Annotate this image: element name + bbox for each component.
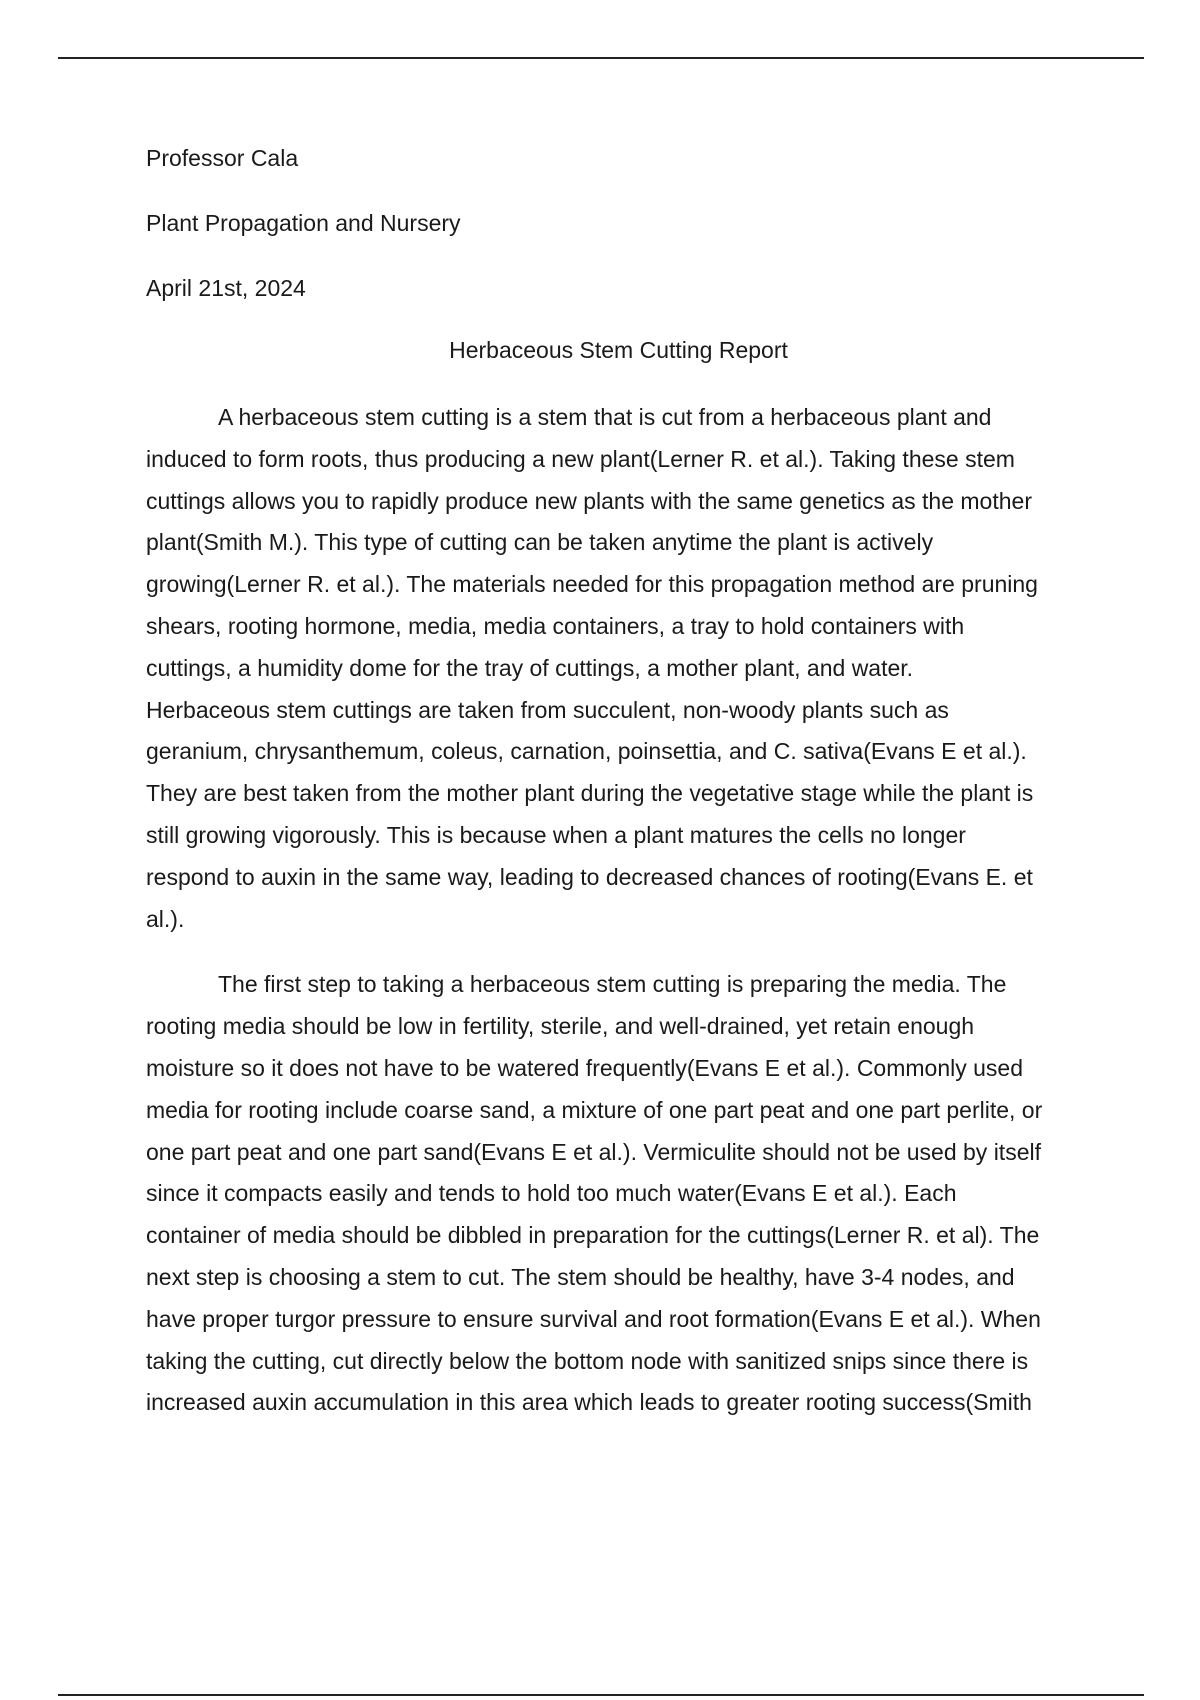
professor-name: Professor Cala [146,145,299,171]
paragraph-line: induced to form roots, thus producing a new plant(Lerner R. et al.). Taking these stem [146,445,1015,472]
paragraph-line: Herbaceous stem cuttings are taken from succulent, non-woody plants such as [146,696,949,723]
paragraph-line: have proper turgor pressure to ensure survival and root formation(Evans E et al.). When [146,1305,1041,1332]
course-name: Plant Propagation and Nursery [146,210,461,236]
paragraph-line: geranium, chrysanthemum, coleus, carnation, poinsettia, and C. sativa(Evans E et al.). [146,738,1027,765]
paragraph-line: growing(Lerner R. et al.). The materials needed for this propagation method are pruning [146,571,1038,598]
paragraph-line: container of media should be dibbled in preparation for the cuttings(Lerner R. et al). The [146,1222,1040,1249]
paragraph-line: The first step to taking a herbaceous stem cutting is preparing the media. The [218,971,1007,998]
paragraph-line: next step is choosing a stem to cut. The stem should be healthy, have 3-4 nodes, and [146,1263,1015,1290]
paragraph-line: respond to auxin in the same way, leading to decreased chances of rooting(Evans E. et [146,863,1033,890]
paragraph-line: since it compacts easily and tends to hold too much water(Evans E et al.). Each [146,1180,957,1207]
report-title: Herbaceous Stem Cutting Report [449,337,788,363]
paragraph-line: taking the cutting, cut directly below the bottom node with sanitized snips since there is [146,1347,1029,1374]
paragraph-1 [146,397,1091,940]
top-rule [58,57,1144,59]
paragraph-line: cuttings allows you to rapidly produce new plants with the same genetics as the mother [146,487,1032,514]
paragraph-line: A herbaceous stem cutting is a stem that is cut from a herbaceous plant and [218,404,992,430]
paragraph-line: rooting media should be low in fertility, sterile, and well-drained, yet retain enough [146,1013,975,1040]
paragraph-line: increased auxin accumulation in this area which leads to greater rooting success(Smith [146,1389,1032,1416]
paragraph-line: cuttings, a humidity dome for the tray of cuttings, a mother plant, and water. [146,654,914,681]
paragraph-line: al.). [146,905,185,932]
report-date: April 21st, 2024 [146,275,306,301]
paragraph-line: They are best taken from the mother plant during the vegetative stage while the plant is [146,780,1034,807]
paragraph-2 [146,964,1091,1424]
paragraph-line: plant(Smith M.). This type of cutting can be taken anytime the plant is actively [146,529,934,556]
paragraph-line: media for rooting include coarse sand, a mixture of one part peat and one part perlite, or [146,1096,1043,1123]
bottom-rule [58,1694,1144,1696]
paragraph-line: one part peat and one part sand(Evans E et al.). Vermiculite should not be used by itself [146,1138,1041,1165]
paragraph-line: moisture so it does not have to be watered frequently(Evans E et al.). Commonly used [146,1054,1023,1081]
paragraph-line: still growing vigorously. This is because when a plant matures the cells no longer [146,821,966,848]
document-body [146,143,1091,1424]
paragraph-line: shears, rooting hormone, media, media containers, a tray to hold containers with [146,612,965,639]
